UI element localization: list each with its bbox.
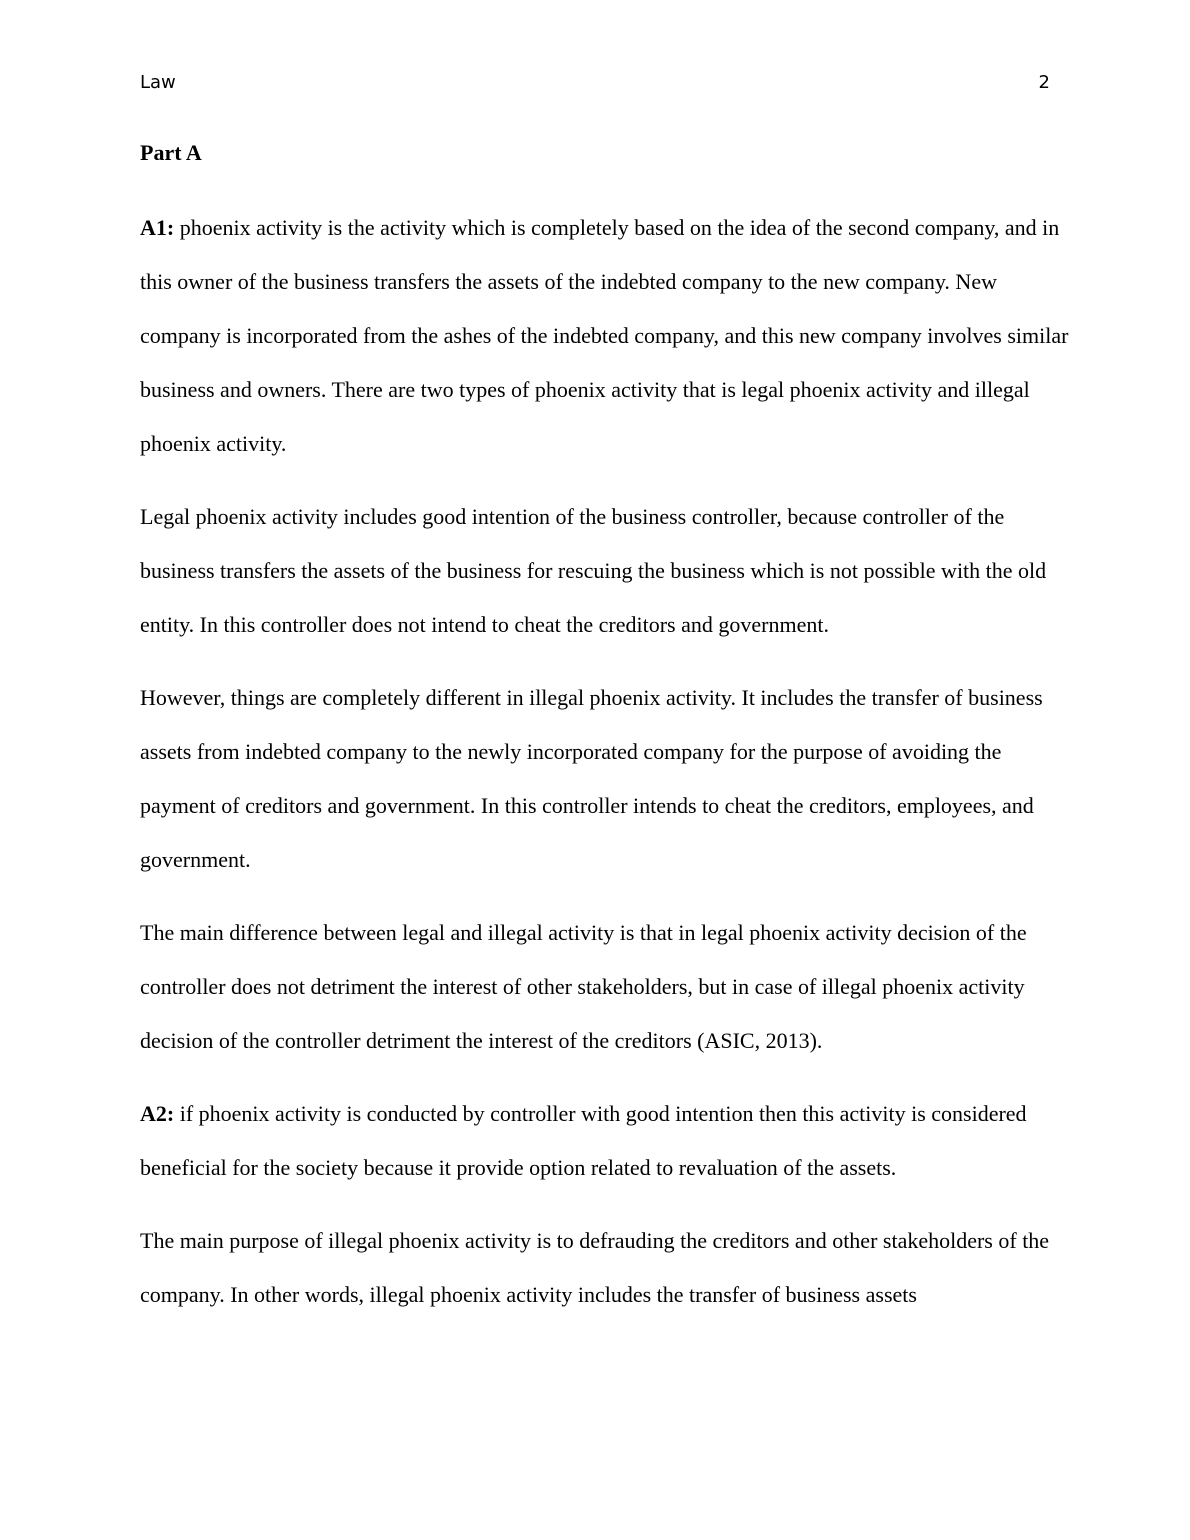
page-number: 2 bbox=[1038, 72, 1050, 93]
paragraph-text: if phoenix activity is conducted by controller with good intention then this activity is considered beneficial for the society because it provide option related to revaluation of the assets. bbox=[140, 1101, 1027, 1180]
paragraph-text: The main difference between legal and illegal activity is that in legal phoenix activity decision of the controller does not detriment the interest of other stakeholders, but in case of illegal phoenix activity decision of the controller detriment the interest of the creditors (ASIC, 2013). bbox=[140, 920, 1027, 1053]
paragraph-text: The main purpose of illegal phoenix activity is to defrauding the creditors and other stakeholders of the company. In other words, illegal phoenix activity includes the transfer of business assets bbox=[140, 1228, 1050, 1307]
paragraph-text: Legal phoenix activity includes good intention of the business controller, because controller of the business transfers the assets of the business for rescuing the business which is not possible with the old entity. In this controller does not intend to cheat the creditors and government. bbox=[140, 504, 1047, 637]
paragraph-text: However, things are completely different in illegal phoenix activity. It includes the transfer of business assets from indebted company to the newly incorporated company for the purpose of avoiding the payment of creditors and government. In this controller intends to cheat the creditors, employees, and government. bbox=[140, 685, 1043, 872]
paragraph-label-a1: A1: bbox=[140, 215, 175, 240]
paragraph-main-difference bbox=[140, 906, 1070, 1068]
body-text bbox=[140, 201, 1070, 1341]
running-header-title: Law bbox=[140, 72, 176, 93]
paragraph-a2 bbox=[140, 1087, 1070, 1195]
paragraph-legal-phoenix bbox=[140, 490, 1070, 652]
paragraph-text: phoenix activity is the activity which is completely based on the idea of the second company, and in this owner of the business transfers the assets of the indebted company to the new company. New company is incorporated from the ashes of the indebted company, and this new company involves similar business and owners. There are two types of phoenix activity that is legal phoenix activity and illegal phoenix activity. bbox=[140, 215, 1069, 456]
paragraph-label-a2: A2: bbox=[140, 1101, 175, 1126]
paragraph-illegal-phoenix bbox=[140, 671, 1070, 887]
paragraph-a1 bbox=[140, 201, 1070, 471]
section-heading: Part A bbox=[140, 140, 202, 165]
paragraph-main-purpose bbox=[140, 1214, 1070, 1322]
